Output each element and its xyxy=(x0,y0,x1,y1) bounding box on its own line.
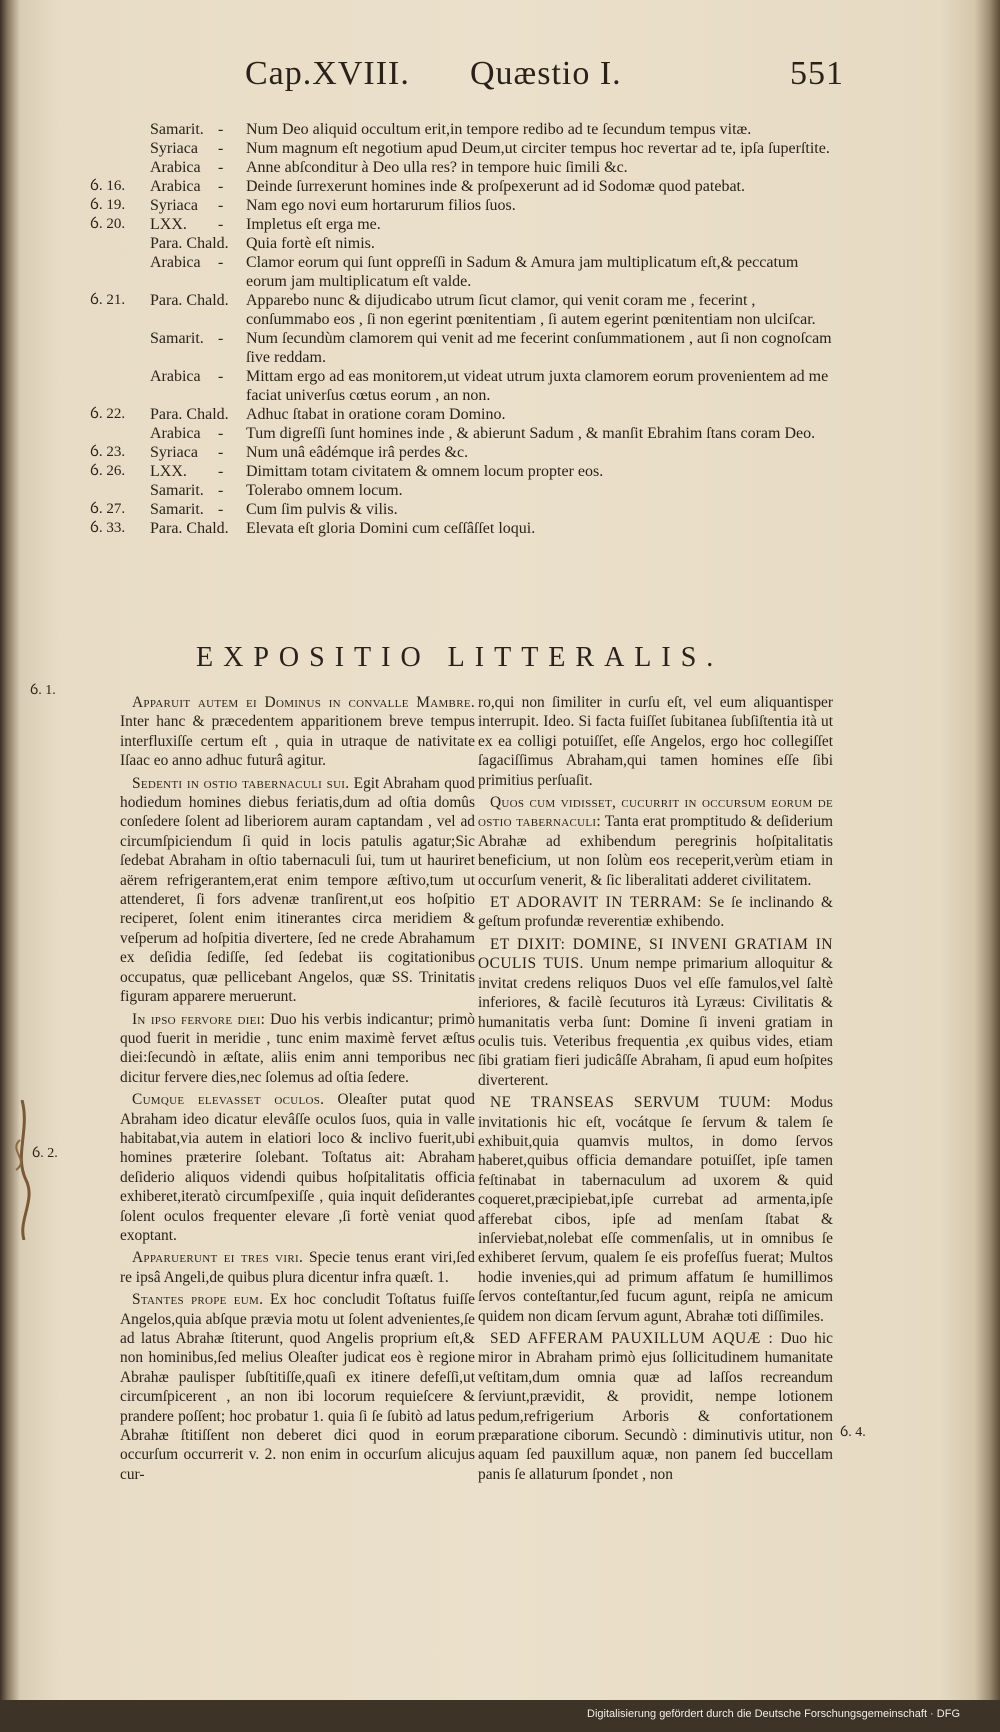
version-text: Anne abſconditur à Deo ulla res? in tempore huic ſimili &c. xyxy=(246,159,628,176)
paragraph-text: Unum nempe primarium alloquitur & invitat credens reliquos Duos vel eſſe famulos,vel ſaltè inferiores, & facilè ſecuturos ità Lyræus: Civilitatis & humanitatis verba ſunt: Domine ſi inveni gratiam in oculis tuis. Veteribus frequentia ,ex quibus vides, etiam ſibi gratiam fieri judicâſſe Abraham, ſi apud eum hoſpites diverterent. xyxy=(478,955,833,1089)
paragraph xyxy=(478,935,833,1090)
parallel-row xyxy=(0,405,1000,424)
version-text: Num ſecundùm clamorem qui venit ad me fecerint conſummationem , aut ſi non cognoſcam ſive reddam. xyxy=(246,330,832,366)
dash: - xyxy=(218,501,224,518)
dash: - xyxy=(218,178,224,195)
digitization-credit: Digitalisierung gefördert durch die Deutsche Forschungsgemeinschaft · DFG xyxy=(587,1708,960,1720)
parallel-row xyxy=(0,177,1000,196)
version-text: Tum digreſſi ſunt homines inde , & abierunt Sadum , & manſit Ebrahim ſtans coram Deo. xyxy=(246,425,816,442)
lemma: Quos cum vidisset, cucurrit in occursum eorum de ostio tabernaculi: xyxy=(478,794,833,831)
parallel-row xyxy=(0,215,1000,234)
version-text: Elevata eſt gloria Domini cum ceſſâſſet loqui. xyxy=(246,520,536,537)
paragraph-text: Specie tenus erant viri,ſed re ipsâ Angeli,de quibus plura dicentur infra quæſt. 1. xyxy=(120,1249,475,1286)
quaestio-heading: Quæstio I. xyxy=(470,55,622,92)
parallel-row xyxy=(0,329,1000,367)
parallel-row xyxy=(0,481,1000,500)
verse-ref: ỽ. 26. xyxy=(90,463,126,479)
paragraph xyxy=(120,1010,475,1088)
version-label: Arabica xyxy=(150,254,201,271)
version-label: Samarit. xyxy=(150,121,204,138)
lemma: Apparuit autem ei Dominus in convalle Mambre. xyxy=(132,694,475,711)
verse-ref: ỽ. 23. xyxy=(90,444,126,460)
parallel-row xyxy=(0,443,1000,462)
verse-ref: ỽ. 20. xyxy=(90,216,126,232)
paragraph-text: Egit Abraham quod hodiedum homines diebus feriatis,dum ad oſtia domûs conſedere ſolent ad liberiorem auram captandam , vel ad circumſpiciendum ſi quid in locis patulis agatur;Sic ſedebat Abraham in oſtio tabernaculi ſui, tum ut hauriret aërem refrigerantem,erat enim tempore æſtivo,tum ut attenderet, ſi fors advenæ tranſirent,ut eos hoſpitio reciperet, ſolent enim itinerantes circa meridiem & veſperum ad hoſpitia divertere, ſed ne crede Abrahamum ex deſidia ſediſſe, ſed ſedebat iis cogitationibus occupatus, quæ pellicebant Angelos, quæ SS. Trinitatis figuram apparere meruerunt. xyxy=(120,774,476,1006)
paragraph xyxy=(478,1329,833,1484)
paragraph-text: Duo hic miror in Abraham primò ejus ſollicitudinem humanitate veſtitam,dum omnia quæ ad laſſos recreandum ſerviunt,prævidit, & providit, nempe lotionem pedum,refrigerium Arboris & confortationem præparatione ciborum. Secundò : diminutivis utitur, non aquam ſed pauxillum aquæ, non panem ſed buccellam panis ſe allaturum ſpondet , non xyxy=(478,1330,833,1483)
version-text: Adhuc ſtabat in oratione coram Domino. xyxy=(246,406,506,423)
version-label: LXX. xyxy=(150,463,187,480)
section-title: EXPOSITIO LITTERALIS. xyxy=(196,642,724,673)
version-label: Samarit. xyxy=(150,482,204,499)
version-label: Para. Chald. xyxy=(150,520,229,537)
version-label: Para. Chald. xyxy=(150,235,229,252)
lemma: Cumque elevasset oculos. xyxy=(132,1091,325,1109)
dash: - xyxy=(218,216,224,233)
version-label: Arabica xyxy=(150,159,201,176)
parallel-row xyxy=(0,519,1000,538)
paragraph xyxy=(478,893,833,932)
paragraph xyxy=(120,693,475,771)
lemma: Apparuerunt ei tres viri. xyxy=(132,1249,304,1267)
paragraph xyxy=(120,1090,475,1245)
verse-ref: ỽ. 22. xyxy=(90,406,126,422)
version-text: Quia fortè eſt nimis. xyxy=(246,235,375,252)
parallel-row xyxy=(0,424,1000,443)
paragraph xyxy=(120,1290,475,1484)
lemma: ET DIXIT: DOMINE, SI INVENI GRATIAM IN OCULIS TUIS. xyxy=(478,935,833,973)
paragraph xyxy=(478,1093,833,1326)
paragraph xyxy=(478,793,833,890)
parallel-row xyxy=(0,158,1000,177)
paragraph-text: Modus invitationis hic eſt, vocátque ſe ſervum & talem ſe exhibuit,quia quamvis multos, in domo ſervos haberet,quibus officia demandare potuiſſet, ipſe tamen feſtinabat in tabernaculum ad uxorem & quid coqueret,præcipiebat,ipſe currebat ad armenta,ipſe afferebat cibos, ipſe ad menſam ſtabat & inſerviebat,nolebat eſſe commenſalis, ut in omnibus ſe exhiberet ſervum, qualem ſe eis profeſſus fuerat; Multos hodie invenies,qui ad primum affatum ſe humillimos ſervos conteſtantur,ſed fucum agunt, reipſa ne amicum quidem non dicam ſervum agunt, Abrahæ toti diſſimiles. xyxy=(478,1094,833,1325)
version-text: Tolerabo omnem locum. xyxy=(246,482,403,499)
paragraph-text: Oleaſter putat quod Abraham ideo dicatur elevâſſe oculos ſuos, quia in valle habitabat,via autem in elatiori loco & inclivo fuerit,ubi homines præterire ſolebant. Toſtatus ait: Abraham deſiderio aliquos videndi quibus hoſpitalitatis officia exhiberet,iteratò circumſpexiſſe , quia inquit deſiderantes ſolent oculos frequenter elevare ,ſi fortè veniat quod exoptant. xyxy=(120,1091,475,1244)
version-text: Mittam ergo ad eas monitorem,ut videat utrum juxta clamorem eorum provenientem ad me faciat univerſus cœtus eorum , an non. xyxy=(246,368,829,404)
verse-ref: ỽ. 19. xyxy=(90,197,126,213)
left-column xyxy=(120,693,475,1487)
lemma: NE TRANSEAS SERVUM TUUM: xyxy=(490,1094,772,1112)
version-text: Num unâ eâdémque irâ perdes &c. xyxy=(246,444,469,461)
binding-thread-scrap xyxy=(0,1100,42,1240)
margin-verse-ref: ỽ. 1. xyxy=(30,683,56,698)
paragraph-text: Ex hoc concludit Toſtatus fuiſſe Angelos,quia abſque prævia motu ut ſolent advenientes,ſe ad latus Abrahæ ſtiterunt, quod Angelis proprium eſt,& non hominibus,ſed melius Oleaſter judicat eos è regione Abrahæ paulisper ſubſtitiſſe,quaſi ex itinere defeſſi,ut circumſpicerent , an non ibi locorum requieſcere & prandere poſſent; hoc probatur 1. quia ſi ſe ſubitò ad latus Abrahæ ſtitiſſent non deberet dici quod in eorum occurſum occurrerit v. 2. non enim in occurſum alicujus cur- xyxy=(120,1291,475,1483)
verse-ref: ỽ. 16. xyxy=(90,178,126,194)
margin-verse-ref: ỽ. 4. xyxy=(840,1425,866,1440)
dash: - xyxy=(218,444,224,461)
version-text: Dimittam totam civitatem & omnem locum propter eos. xyxy=(246,463,604,480)
paragraph-text: Duo his verbis indicantur; primò quod fuerit in meridie , tunc enim maximè fervet æſtus diei:ſecundò in æſtate, aliis enim anni temporibus nec dicitur fervere dies,nec ſolemus ad oſtia ſedere. xyxy=(120,1010,475,1086)
dash: - xyxy=(218,482,224,499)
dash: - xyxy=(218,121,224,138)
dash: - xyxy=(218,368,224,385)
dash: - xyxy=(218,140,224,157)
parallel-row xyxy=(0,196,1000,215)
dash: - xyxy=(218,330,224,347)
version-label: Para. Chald. xyxy=(150,292,229,309)
version-label: Para. Chald. xyxy=(150,406,229,423)
dash: - xyxy=(218,425,224,442)
verse-ref: ỽ. 27. xyxy=(90,501,126,517)
version-label: Arabica xyxy=(150,368,201,385)
right-column xyxy=(478,693,833,1487)
paragraph-text: Inter hanc & præcedentem apparitionem breve tempus interfluxiſſe certum eſt , quia in utraque de nativitate Iſaac eo anno adhuc futurâ agitur. xyxy=(120,713,475,770)
parallel-row xyxy=(0,367,1000,405)
paragraph xyxy=(120,1248,475,1287)
version-label: LXX. xyxy=(150,216,187,233)
parallel-row xyxy=(0,291,1000,329)
version-text: Num Deo aliquid occultum erit,in tempore redibo ad te ſecundum tempus vitæ. xyxy=(246,121,752,138)
dash: - xyxy=(218,463,224,480)
version-text: Cum ſim pulvis & vilis. xyxy=(246,501,398,518)
version-label: Syriaca xyxy=(150,197,198,214)
dash: - xyxy=(218,197,224,214)
chapter-heading: Cap.XVIII. xyxy=(245,55,410,92)
version-label: Syriaca xyxy=(150,140,198,157)
lemma: ET ADORAVIT IN TERRAM: xyxy=(490,894,702,912)
paragraph xyxy=(478,693,833,790)
parallel-row xyxy=(0,234,1000,253)
dash: - xyxy=(218,159,224,176)
parallel-row xyxy=(0,120,1000,139)
version-label: Samarit. xyxy=(150,501,204,518)
lemma: SED AFFERAM PAUXILLUM AQUÆ : xyxy=(490,1330,774,1347)
page-number: 551 xyxy=(790,55,844,92)
version-label: Samarit. xyxy=(150,330,204,347)
paragraph-text: Tanta erat promptitudo & deſiderium Abrahæ ad exhibendum peregrinis hoſpitalitatis beneficium, ut non ſolùm eos receperit,verùm etiam in occurſum venerit, & ſic liberalitati adderet civilitatem. xyxy=(478,813,833,889)
lemma: Stantes prope eum. xyxy=(132,1291,264,1309)
paragraph xyxy=(120,774,475,1007)
version-text: Clamor eorum qui ſunt oppreſſi in Sadum & Amura jam multiplicatum eſt,& peccatum eorum jam multiplicatum eſt valde. xyxy=(246,254,799,290)
lemma: In ipso fervore diei: xyxy=(132,1010,266,1028)
version-text: Num magnum eſt negotium apud Deum,ut circiter tempus hoc revertar ad te, ipſa ſuperſtite. xyxy=(246,140,830,157)
verse-ref: ỽ. 21. xyxy=(90,292,126,308)
parallel-row xyxy=(0,500,1000,519)
parallel-row xyxy=(0,253,1000,291)
version-label: Arabica xyxy=(150,425,201,442)
parallel-row xyxy=(0,139,1000,158)
dash: - xyxy=(218,254,224,271)
version-text: Nam ego novi eum hortarurum filios ſuos. xyxy=(246,197,516,214)
version-text: Apparebo nunc & dijudicabo utrum ſicut clamor, qui venit coram me , fecerint , conſummabo eos , ſi non egerint pœnitentiam , ſi autem egerint pœnitentiam non ulciſcar. xyxy=(246,292,816,328)
margin-verse-ref: ỽ. 2. xyxy=(32,1146,58,1161)
version-text: Impletus eſt erga me. xyxy=(246,216,381,233)
version-label: Arabica xyxy=(150,178,201,195)
lemma: Sedenti in ostio tabernaculi sui. xyxy=(132,774,350,792)
version-text: Deinde ſurrexerunt homines inde & proſpexerunt ad id Sodomæ quod patebat. xyxy=(246,178,745,195)
paragraph-text: ro,qui non ſimiliter in curſu eſt, vel eum aliquantisper interrupit. Ideo. Si facta fuiſſet ſubitanea ſubſiſtentia ità ut ex ea colligi potuiſſet, eſſe Angelos, ergo hoc collegiſſet ſagaciſſimus Abraham,qui tamen homines eſſe ſibi primitius perſuaſit. xyxy=(478,694,833,789)
parallel-row xyxy=(0,462,1000,481)
parallel-versions-list xyxy=(0,120,1000,538)
version-label: Syriaca xyxy=(150,444,198,461)
verse-ref: ỽ. 33. xyxy=(90,520,126,536)
paragraph-text: Se ſe inclinando & geſtum profundæ reverentiæ exhibendo. xyxy=(478,894,833,931)
running-header xyxy=(245,55,845,105)
